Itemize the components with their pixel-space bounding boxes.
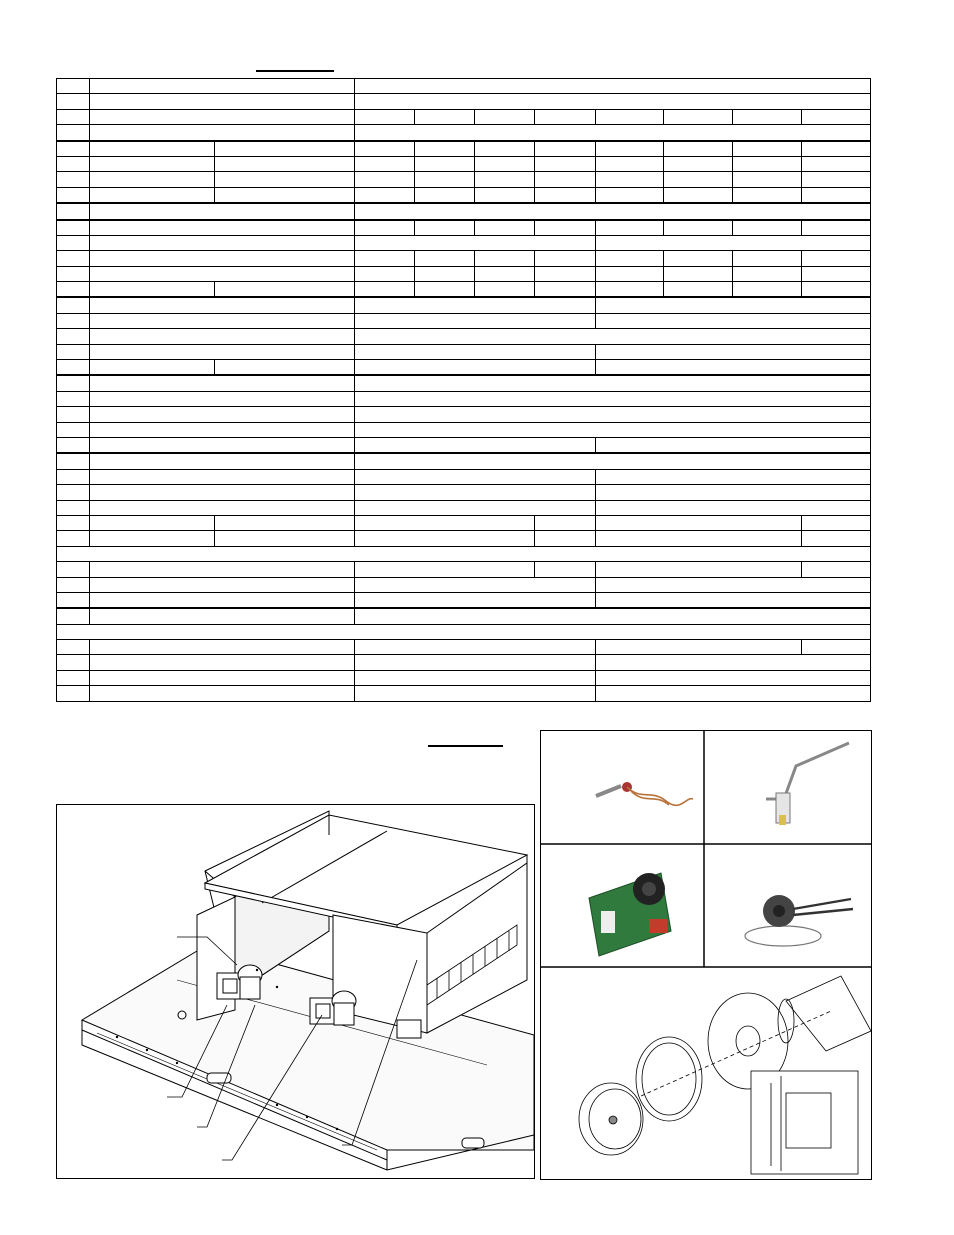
table-cell	[57, 686, 90, 702]
table-cell	[355, 453, 871, 469]
table-cell	[733, 172, 802, 187]
table-cell	[355, 156, 415, 171]
table-cell	[664, 156, 733, 171]
table-cell	[415, 266, 475, 281]
table-cell	[90, 266, 355, 281]
table-cell	[355, 329, 871, 344]
table-cell	[57, 577, 90, 592]
table-cell	[57, 531, 90, 546]
table-cell	[596, 500, 871, 515]
table-cell	[90, 592, 355, 608]
table-row	[57, 79, 871, 94]
table-cell	[802, 266, 871, 281]
table-cell	[355, 391, 871, 406]
table-cell	[355, 172, 415, 187]
table-cell	[596, 172, 664, 187]
table-cell	[733, 109, 802, 124]
table-cell	[57, 562, 90, 577]
table-cell	[535, 515, 596, 530]
table-cell	[415, 109, 475, 124]
table-cell	[90, 125, 355, 141]
table-cell	[596, 282, 664, 298]
table-row	[57, 608, 871, 624]
table-cell	[355, 375, 871, 391]
table-row	[57, 485, 871, 500]
table-cell	[355, 686, 596, 702]
table-row	[57, 469, 871, 484]
table-cell	[475, 220, 535, 236]
table-cell	[90, 437, 355, 453]
table-cell	[475, 109, 535, 124]
table-row	[57, 592, 871, 608]
blower-exploded-part	[579, 976, 871, 1174]
table-cell	[90, 297, 355, 313]
table-cell	[90, 531, 215, 546]
table-cell	[535, 156, 596, 171]
control-board-part	[589, 873, 671, 956]
table-cell	[802, 156, 871, 171]
table-cell	[90, 562, 355, 577]
table-cell	[215, 141, 355, 157]
figure-heading-underline	[428, 745, 503, 747]
table-cell	[57, 313, 90, 328]
table-cell	[415, 220, 475, 236]
table-cell	[733, 251, 802, 266]
table-cell	[664, 187, 733, 203]
table-row	[57, 172, 871, 187]
table-cell	[57, 375, 90, 391]
table-cell	[535, 187, 596, 203]
table-cell	[596, 655, 871, 670]
table-cell	[802, 282, 871, 298]
table-cell	[355, 282, 415, 298]
parts-figure	[541, 731, 871, 1179]
table-cell	[664, 172, 733, 187]
table-cell	[57, 469, 90, 484]
table-cell	[355, 187, 415, 203]
table-cell	[596, 592, 871, 608]
table-row	[57, 329, 871, 344]
table-cell	[733, 220, 802, 236]
table-row	[57, 375, 871, 391]
table-cell	[664, 109, 733, 124]
table-cell	[664, 266, 733, 281]
table-cell	[535, 562, 596, 577]
table-cell	[596, 156, 664, 171]
table-cell	[57, 655, 90, 670]
table-cell	[57, 282, 90, 298]
table-cell	[596, 344, 871, 359]
table-cell	[57, 360, 90, 376]
table-cell	[733, 141, 802, 157]
table-cell	[802, 109, 871, 124]
table-cell	[664, 251, 733, 266]
table-cell	[355, 655, 596, 670]
table-cell	[475, 251, 535, 266]
table-cell	[57, 94, 90, 109]
table-cell	[90, 422, 355, 437]
table-cell	[355, 220, 415, 236]
table-cell	[596, 469, 871, 484]
table-row	[57, 531, 871, 546]
table-cell	[57, 391, 90, 406]
table-row	[57, 624, 871, 639]
table-cell	[475, 282, 535, 298]
table-cell	[57, 670, 90, 685]
table-heading-underline	[256, 70, 334, 72]
table-row	[57, 422, 871, 437]
table-cell	[57, 546, 871, 561]
table-cell	[90, 469, 355, 484]
table-row	[57, 515, 871, 530]
table-cell	[355, 266, 415, 281]
table-cell	[802, 531, 871, 546]
table-cell	[535, 251, 596, 266]
table-cell	[596, 109, 664, 124]
table-cell	[57, 500, 90, 515]
table-cell	[90, 94, 355, 109]
table-cell	[90, 655, 355, 670]
table-cell	[596, 577, 871, 592]
parts-figure-frame	[540, 730, 872, 1180]
table-cell	[664, 282, 733, 298]
table-cell	[57, 220, 90, 236]
table-cell	[415, 282, 475, 298]
table-cell	[664, 220, 733, 236]
table-cell	[57, 437, 90, 453]
table-cell	[215, 187, 355, 203]
table-cell	[355, 500, 596, 515]
table-cell	[90, 220, 355, 236]
table-row	[57, 235, 871, 250]
table-cell	[802, 640, 871, 655]
table-cell	[596, 360, 871, 376]
table-cell	[57, 235, 90, 250]
table-cell	[57, 187, 90, 203]
table-cell	[57, 422, 90, 437]
table-cell	[355, 469, 596, 484]
table-cell	[57, 407, 90, 422]
table-cell	[57, 109, 90, 124]
table-cell	[802, 141, 871, 157]
table-cell	[355, 422, 871, 437]
table-cell	[90, 282, 215, 298]
table-cell	[802, 172, 871, 187]
table-cell	[215, 531, 355, 546]
table-cell	[415, 156, 475, 171]
table-cell	[57, 453, 90, 469]
table-cell	[733, 282, 802, 298]
table-cell	[596, 313, 871, 328]
table-cell	[355, 297, 596, 313]
table-cell	[664, 141, 733, 157]
table-row	[57, 203, 871, 219]
table-cell	[596, 297, 871, 313]
table-row	[57, 94, 871, 109]
table-cell	[355, 670, 596, 685]
table-cell	[57, 172, 90, 187]
table-cell	[535, 109, 596, 124]
table-cell	[596, 485, 871, 500]
table-cell	[475, 156, 535, 171]
table-cell	[802, 220, 871, 236]
table-cell	[57, 156, 90, 171]
table-cell	[355, 109, 415, 124]
table-cell	[355, 251, 415, 266]
table-cell	[90, 109, 355, 124]
table-cell	[57, 251, 90, 266]
table-row	[57, 313, 871, 328]
table-cell	[90, 79, 355, 94]
table-cell	[355, 485, 596, 500]
table-row	[57, 407, 871, 422]
table-cell	[535, 141, 596, 157]
table-cell	[355, 515, 535, 530]
table-cell	[733, 156, 802, 171]
table-row	[57, 640, 871, 655]
table-cell	[57, 329, 90, 344]
table-cell	[355, 79, 871, 94]
table-cell	[90, 515, 215, 530]
table-cell	[355, 562, 535, 577]
table-cell	[57, 297, 90, 313]
table-cell	[802, 562, 871, 577]
table-cell	[355, 437, 596, 453]
table-cell	[215, 156, 355, 171]
table-cell	[90, 141, 215, 157]
table-cell	[90, 156, 215, 171]
table-cell	[57, 608, 90, 624]
flame-sensor-part	[596, 782, 693, 805]
table-cell	[90, 670, 355, 685]
table-cell	[90, 251, 355, 266]
assembly-drawing-frame	[56, 804, 535, 1179]
table-cell	[90, 577, 355, 592]
table-cell	[535, 220, 596, 236]
table-row	[57, 546, 871, 561]
table-cell	[802, 187, 871, 203]
assembly-drawing	[57, 805, 534, 1178]
table-row	[57, 391, 871, 406]
table-cell	[90, 329, 355, 344]
table-cell	[415, 251, 475, 266]
table-cell	[475, 172, 535, 187]
table-row	[57, 266, 871, 281]
table-cell	[90, 391, 355, 406]
table-cell	[596, 141, 664, 157]
specification-table	[56, 78, 871, 702]
table-row	[57, 344, 871, 359]
table-cell	[415, 187, 475, 203]
table-cell	[90, 500, 355, 515]
table-cell	[355, 141, 415, 157]
table-row	[57, 109, 871, 124]
table-cell	[355, 592, 596, 608]
table-cell	[57, 640, 90, 655]
table-cell	[475, 266, 535, 281]
table-cell	[90, 608, 355, 624]
table-cell	[802, 251, 871, 266]
table-cell	[355, 344, 596, 359]
table-row	[57, 437, 871, 453]
table-cell	[57, 515, 90, 530]
table-cell	[596, 686, 871, 702]
table-row	[57, 220, 871, 236]
table-row	[57, 686, 871, 702]
table-cell	[596, 266, 664, 281]
table-cell	[57, 266, 90, 281]
table-cell	[57, 344, 90, 359]
table-cell	[596, 531, 802, 546]
table-cell	[415, 172, 475, 187]
table-cell	[355, 640, 596, 655]
table-cell	[596, 220, 664, 236]
table-cell	[90, 485, 355, 500]
table-row	[57, 141, 871, 157]
table-cell	[90, 172, 215, 187]
table-cell	[57, 485, 90, 500]
pressure-switch-part	[745, 895, 853, 946]
table-cell	[733, 266, 802, 281]
table-cell	[355, 360, 596, 376]
table-cell	[90, 375, 355, 391]
table-row	[57, 297, 871, 313]
table-cell	[90, 686, 355, 702]
table-cell	[57, 624, 871, 639]
table-cell	[596, 670, 871, 685]
table-cell	[90, 640, 355, 655]
table-row	[57, 577, 871, 592]
table-cell	[355, 577, 596, 592]
table-cell	[535, 266, 596, 281]
table-cell	[596, 562, 802, 577]
table-row	[57, 125, 871, 141]
table-cell	[90, 344, 355, 359]
table-cell	[535, 172, 596, 187]
table-cell	[596, 235, 871, 250]
table-cell	[535, 282, 596, 298]
table-cell	[802, 515, 871, 530]
table-cell	[90, 407, 355, 422]
table-cell	[90, 187, 215, 203]
table-cell	[57, 592, 90, 608]
table-cell	[57, 125, 90, 141]
table-cell	[90, 235, 355, 250]
igniter-part	[766, 743, 849, 825]
table-cell	[355, 531, 535, 546]
table-cell	[215, 360, 355, 376]
table-cell	[596, 187, 664, 203]
table-row	[57, 282, 871, 298]
table-cell	[57, 203, 90, 219]
table-row	[57, 453, 871, 469]
table-row	[57, 500, 871, 515]
table-row	[57, 360, 871, 376]
table-row	[57, 562, 871, 577]
table-cell	[215, 172, 355, 187]
table-row	[57, 156, 871, 171]
table-cell	[355, 608, 871, 624]
table-cell	[596, 640, 802, 655]
table-cell	[475, 187, 535, 203]
table-cell	[355, 407, 871, 422]
table-row	[57, 655, 871, 670]
table-cell	[596, 437, 871, 453]
table-cell	[355, 313, 596, 328]
table-cell	[475, 141, 535, 157]
table-cell	[355, 235, 596, 250]
table-cell	[90, 203, 355, 219]
table-cell	[90, 313, 355, 328]
table-cell	[535, 531, 596, 546]
table-row	[57, 187, 871, 203]
table-cell	[215, 515, 355, 530]
table-cell	[596, 251, 664, 266]
table-row	[57, 251, 871, 266]
table-cell	[355, 203, 871, 219]
table-cell	[415, 141, 475, 157]
table-cell	[733, 187, 802, 203]
table-cell	[57, 141, 90, 157]
table-cell	[215, 282, 355, 298]
table-cell	[355, 125, 871, 141]
table-cell	[355, 94, 871, 109]
table-cell	[57, 79, 90, 94]
table-cell	[90, 453, 355, 469]
table-cell	[596, 515, 802, 530]
table-row	[57, 670, 871, 685]
table-cell	[90, 360, 215, 376]
